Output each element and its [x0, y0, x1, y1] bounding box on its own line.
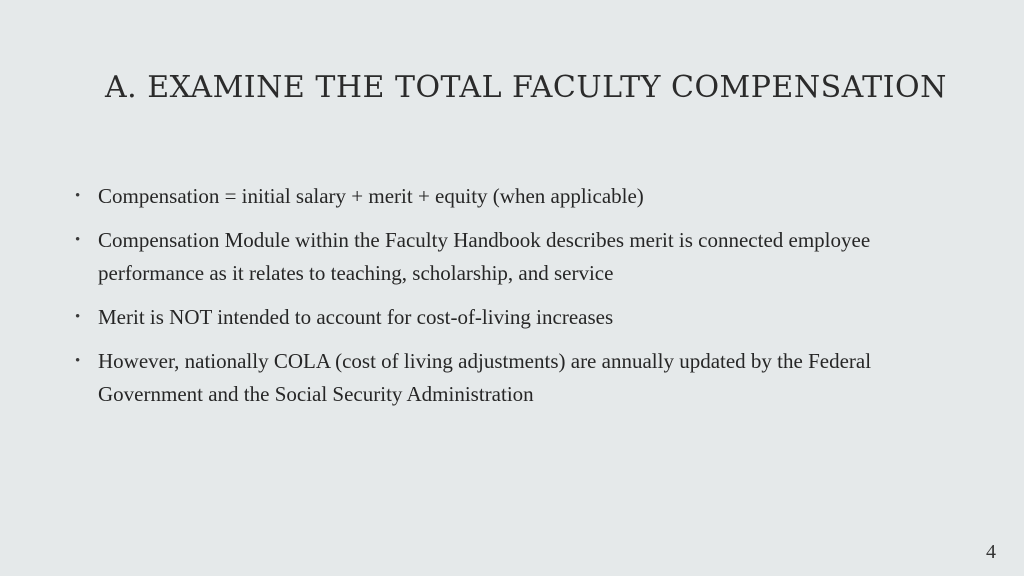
page-number: 4	[986, 541, 996, 563]
bullet-text: Compensation Module within the Faculty Handbook describes merit is connected employee performance as it relates to teaching, scholarship, and service	[98, 228, 871, 285]
bullet-icon: •	[75, 309, 81, 325]
bullet-list	[75, 180, 955, 422]
bullet-item	[75, 301, 955, 334]
bullet-item	[75, 345, 955, 411]
bullet-icon: •	[75, 232, 81, 248]
bullet-icon: •	[75, 188, 81, 204]
bullet-item	[75, 180, 955, 213]
bullet-item	[75, 224, 955, 290]
bullet-text: Merit is NOT intended to account for cost-of-living increases	[98, 305, 614, 329]
bullet-text: However, nationally COLA (cost of living adjustments) are annually updated by the Federal Government and the Social Security Administration	[98, 349, 872, 406]
bullet-icon: •	[75, 353, 81, 369]
slide-title: A. EXAMINE THE TOTAL FACULTY COMPENSATION	[105, 70, 947, 105]
bullet-text: Compensation = initial salary + merit + equity (when applicable)	[98, 184, 644, 208]
